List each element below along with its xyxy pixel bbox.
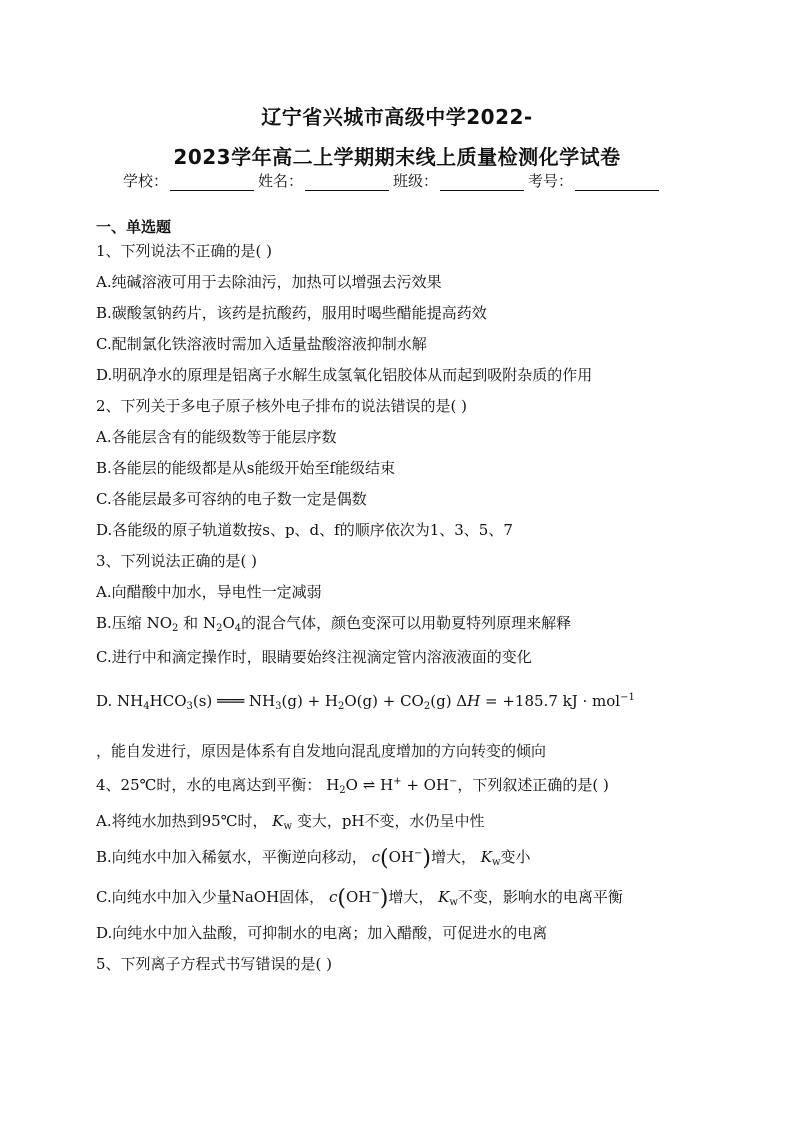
water-ionization-equation: $H_2O$ ⇌ H+ + OH− <box>326 776 458 796</box>
q4a-post: 变大，pH不变，水仍呈中性 <box>296 812 485 830</box>
q4-stem-pre: 4、25℃时，水的电离达到平衡： <box>96 776 322 794</box>
kw-symbol: K <box>272 812 284 830</box>
q3-option-d[interactable] <box>96 692 635 712</box>
q4-option-a[interactable]: A.将纯水加热到95℃时， $K_w$ 变大，pH不变，水仍呈中性 <box>96 812 485 832</box>
formula-no2: $NO_2$ <box>146 614 179 634</box>
q2-stem: 2、下列关于多电子原子核外电子排布的说法错误的是( ) <box>96 397 468 415</box>
q4a-pre: A.将纯水加热到95℃时， <box>96 812 268 830</box>
q4b-mid: 增大， <box>430 848 476 866</box>
q3b-post: 的混合气体，颜色变深可以用勒夏特列原理来解释 <box>241 614 572 632</box>
name-label: 姓名： <box>258 172 304 190</box>
q5-stem: 5、下列离子方程式书写错误的是( ) <box>96 955 333 973</box>
q3b-mid: 和 <box>183 614 199 632</box>
q4-option-d[interactable]: D.向纯水中加入盐酸，可抑制水的电离；加入醋酸，可促进水的电离 <box>96 924 548 942</box>
q4-stem <box>96 774 609 796</box>
name-blank[interactable] <box>305 175 389 191</box>
q3-option-d-continued: ，能自发进行，原因是体系有自发地向混乱度增加的方向转变的倾向 <box>96 742 547 760</box>
title-line-2: 2023学年高二上学期期末线上质量检测化学试卷 <box>173 145 621 169</box>
school-blank[interactable] <box>170 175 254 191</box>
q4-option-b[interactable]: B.向纯水中加入稀氨水，平衡逆向移动， c(OH−)增大， $K_w$变小 <box>96 846 531 871</box>
q4b-pre: B.向纯水中加入稀氨水，平衡逆向移动， <box>96 848 367 866</box>
student-info-row <box>123 170 663 191</box>
q3-option-b[interactable] <box>96 612 571 634</box>
title-line-1: 辽宁省兴城市高级中学2022- <box>261 105 533 129</box>
q4c-mid: 增大， <box>388 888 434 906</box>
school-label: 学校： <box>123 172 169 190</box>
q4c-post: 不变，影响水的电离平衡 <box>457 888 623 906</box>
c-oh-expression: c(OH−) <box>328 886 389 911</box>
q1-option-a[interactable]: A.纯碱溶液可用于去除油污，加热可以增强去污效果 <box>96 273 442 291</box>
q3-option-c[interactable]: C.进行中和滴定操作时，眼睛要始终注视滴定管内溶液液面的变化 <box>96 648 532 666</box>
q1-stem: 1、下列说法不正确的是( ) <box>96 242 273 260</box>
q3-option-a[interactable]: A.向醋酸中加水，导电性一定减弱 <box>96 583 322 601</box>
exam-no-blank[interactable] <box>575 175 659 191</box>
kw-symbol: K <box>480 848 492 866</box>
unit-exponent: −1 <box>620 692 635 703</box>
enthalpy-value: +185.7 kJ · mol <box>502 692 621 710</box>
q4b-post: 变小 <box>500 848 531 866</box>
q3-stem: 3、下列说法正确的是( ) <box>96 552 258 570</box>
q3b-pre: B.压缩 <box>96 614 142 632</box>
kw-symbol: K <box>438 888 450 906</box>
q4-option-c[interactable]: C.向纯水中加入少量NaOH固体， c(OH−)增大， $K_w$不变，影响水的电离平衡 <box>96 886 623 911</box>
q2-option-d[interactable]: D.各能级的原子轨道数按s、p、d、f的顺序依次为1、3、5、7 <box>96 521 513 539</box>
section-heading: 一、单选题 <box>96 218 172 236</box>
reaction-equation: $NH_4HCO_3(s)$ ═══ $NH_3(g) + H_2O(g) + CO_2(g) \Delta H$ = <box>117 692 503 712</box>
q2-option-a[interactable]: A.各能层含有的能级数等于能层序数 <box>96 428 337 446</box>
class-blank[interactable] <box>440 175 524 191</box>
q1-option-c[interactable]: C.配制氯化铁溶液时需加入适量盐酸溶液抑制水解 <box>96 335 427 353</box>
q2-option-c[interactable]: C.各能层最多可容纳的电子数一定是偶数 <box>96 490 367 508</box>
c-oh-expression: c(OH−) <box>371 846 431 871</box>
q4-stem-post: ，下列叙述正确的是( ) <box>457 776 609 794</box>
exam-no-label: 考号： <box>528 172 574 190</box>
formula-n2o4: $N_2O_4$ <box>202 614 242 634</box>
q2-option-b[interactable]: B.各能层的能级都是从s能级开始至f能级结束 <box>96 459 396 477</box>
q3d-prefix: D. <box>96 692 113 710</box>
q1-option-b[interactable]: B.碳酸氢钠药片，该药是抗酸药，服用时喝些醋能提高药效 <box>96 304 487 322</box>
q4c-pre: C.向纯水中加入少量NaOH固体， <box>96 888 325 906</box>
q1-option-d[interactable]: D.明矾净水的原理是铝离子水解生成氢氧化铝胶体从而起到吸附杂质的作用 <box>96 366 593 384</box>
class-label: 班级： <box>393 172 439 190</box>
